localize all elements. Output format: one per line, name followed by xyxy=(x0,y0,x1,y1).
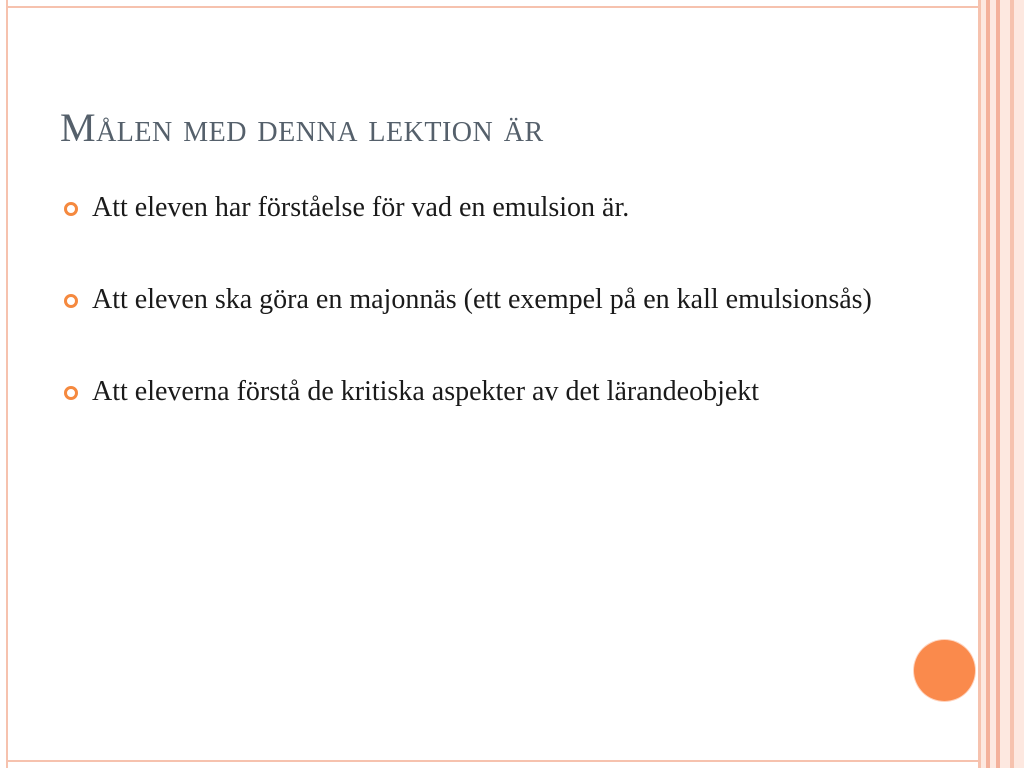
decor-stripe xyxy=(1014,0,1024,768)
frame-top-line xyxy=(6,6,978,8)
decor-stripe xyxy=(1000,0,1010,768)
bullet-item xyxy=(64,280,884,320)
ring-bullet-icon xyxy=(64,294,78,308)
frame-bottom-line xyxy=(6,760,978,762)
frame-left-line xyxy=(6,0,8,768)
bullet-text: Att eleverna förstå de kritiska aspekter av det lärandeobjekt xyxy=(92,376,760,407)
ring-bullet-icon xyxy=(64,386,78,400)
slide-title: Målen med denna lektion är xyxy=(60,105,544,150)
bullet-text: Att eleven ska göra en majonnäs (ett exempel på en kall emulsionsås) xyxy=(92,284,872,315)
orange-circle-decoration xyxy=(914,640,975,701)
bullet-text: Att eleven har förståelse för vad en emulsion är. xyxy=(92,192,630,223)
bullet-item xyxy=(64,372,884,412)
bullet-list xyxy=(64,188,884,464)
ring-bullet-icon xyxy=(64,202,78,216)
bullet-item xyxy=(64,188,884,228)
